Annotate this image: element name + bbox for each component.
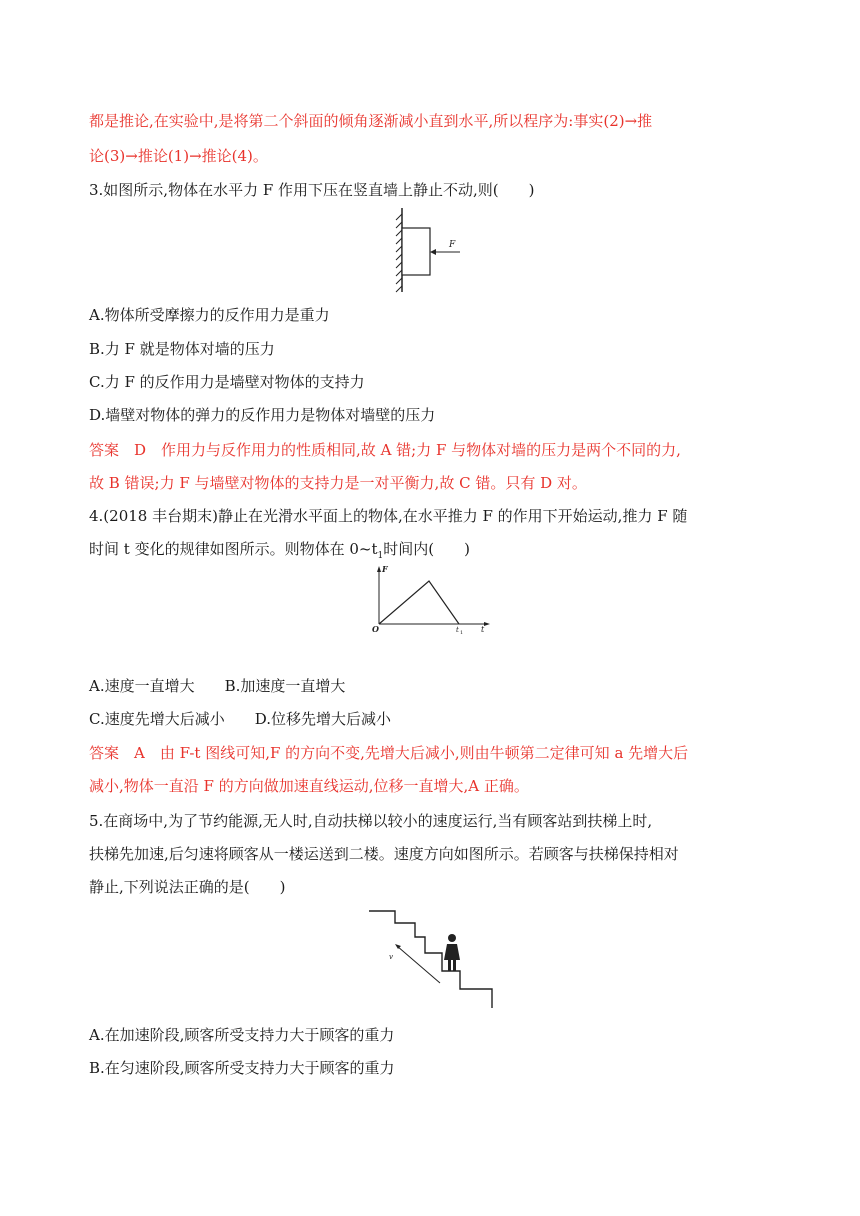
q3-option-b: B.力 F 就是物体对墙的压力 [89,340,275,358]
person-icon [444,934,460,971]
q3-answer-line-2: 故 B 错误;力 F 与墙壁对物体的支持力是一对平衡力,故 C 错。只有 D 对。 [89,474,587,492]
q5-stem-line-1: 5.在商场中,为了节约能源,无人时,自动扶梯以较小的速度运行,当有顾客站到扶梯上时, [89,812,653,830]
q4-force-line [379,581,459,624]
q3-wall-figure [392,206,472,296]
q4-stem-line-2-b: 时间内( ) [383,540,470,558]
prev-answer-line-1: 都是推论,在实验中,是将第二个斜面的倾角逐渐减小直到水平,所以程序为:事实(2)→推 [89,112,653,130]
q4-t1-label: t [456,626,459,634]
q3-option-d: D.墙壁对物体的弹力的反作用力是物体对墙壁的压力 [89,406,436,424]
q3-option-a: A.物体所受摩擦力的反作用力是重力 [89,306,330,324]
q4-answer-line-2: 减小,物体一直沿 F 的方向做加速直线运动,位移一直增大,A 正确。 [89,777,529,795]
q3-stem: 3.如图所示,物体在水平力 F 作用下压在竖直墙上静止不动,则( ) [89,181,535,199]
q4-answer-line-1: 答案 A 由 F-t 图线可知,F 的方向不变,先增大后减小,则由牛顿第二定律可知 a 先增大后 [89,744,689,762]
q4-options-line-1: A.速度一直增大 B.加速度一直增大 [89,677,346,695]
q4-stem-line-2-a: 时间 t 变化的规律如图所示。则物体在 0~t [89,540,378,558]
q3-answer-line-1: 答案 D 作用力与反作用力的性质相同,故 A 错;力 F 与物体对墙的压力是两个不同的力, [89,441,681,459]
q5-option-a: A.在加速阶段,顾客所受支持力大于顾客的重力 [89,1026,395,1044]
q4-stem-subscript: 1 [377,551,384,561]
q3-option-c: C.力 F 的反作用力是墙壁对物体的支持力 [89,373,365,391]
q4-ft-graph [368,562,498,634]
q4-options-line-2: C.速度先增大后减小 D.位移先增大后减小 [89,710,391,728]
q5-velocity-label: v [389,953,393,961]
q4-y-axis-label: F [382,564,388,574]
q4-x-axis-label: t [481,625,485,634]
q5-stem-line-3: 静止,下列说法正确的是( ) [89,878,286,896]
q3-force-label: F [449,240,456,250]
q5-stem-line-2: 扶梯先加速,后匀速将顾客从一楼运送到二楼。速度方向如图所示。若顾客与扶梯保持相对 [89,845,679,863]
q5-stairs [369,911,492,1008]
q4-stem-line-1: 4.(2018 丰台期末)静止在光滑水平面上的物体,在水平推力 F 的作用下开始运动,推力 F 随 [89,507,688,525]
q5-escalator-figure [365,908,500,1013]
prev-answer-line-2: 论(3)→推论(1)→推论(4)。 [89,147,268,165]
q4-origin-label: O [372,624,379,634]
q4-t1-subscript: 1 [460,630,464,634]
q5-option-b: B.在匀速阶段,顾客所受支持力大于顾客的重力 [89,1059,395,1077]
